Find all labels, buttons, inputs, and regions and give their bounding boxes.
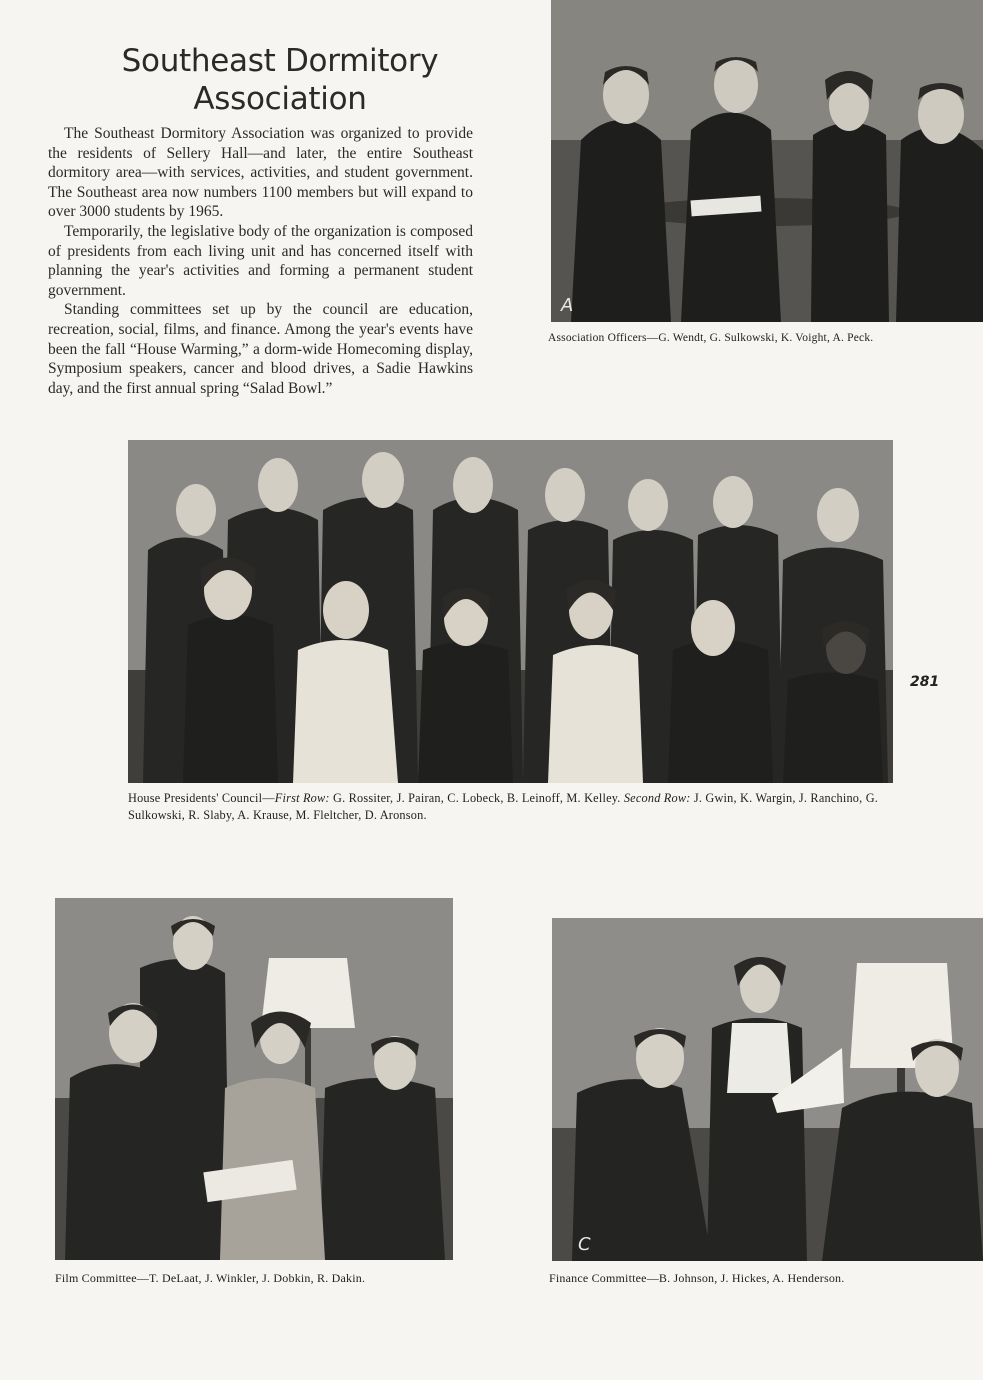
officers-photo — [551, 0, 983, 322]
film-committee-photo — [55, 898, 453, 1260]
paragraph-1: The Southeast Dormitory Association was organized to provide the residents of Sellery Hall—and later, the entire Southeast dormitory area—with services, activities, and student government. The Southeast area now numbers 1100 members but will expand to over 3000 students by 1965. — [48, 125, 473, 221]
page-title — [60, 42, 500, 118]
second-row-names: J. Gwin, K. Wargin, J. Ranchino, G. Sulkowski, R. Slaby, A. Krause, M. Fleltcher, D. Aronson. — [128, 791, 879, 822]
page-number: 281 — [910, 674, 940, 690]
paragraph-3: Standing committees set up by the council are education, recreation, social, films, and finance. Among the year's events have been the fall “House Warming,” a dorm-wide Homecoming display, Symposium speakers, cancer and blood drives, a Sadie Hawkins day, and the first annual spring “Salad Bowl.” — [48, 301, 473, 397]
paragraph-2: Temporarily, the legislative body of the organization is composed of presidents from each living unit and has concerned itself with planning the year's activities and forming a permanent student government. — [48, 222, 473, 299]
film-committee-caption: Film Committee—T. DeLaat, J. Winkler, J. Dobkin, R. Dakin. — [55, 1271, 366, 1285]
title-line-2: Association — [193, 81, 367, 117]
first-row-label: First Row: — [274, 791, 330, 805]
article-body — [48, 124, 473, 398]
first-row-names: G. Rossiter, J. Pairan, C. Lobeck, B. Leinoff, M. Kelley. — [329, 791, 624, 805]
finance-committee-photo — [552, 918, 983, 1261]
officers-caption: Association Officers—G. Wendt, G. Sulkowski, K. Voight, A. Peck. — [548, 332, 874, 344]
council-caption — [128, 790, 898, 824]
photo-marker-a: A — [561, 295, 574, 316]
title-line-1: Southeast Dormitory — [121, 43, 439, 79]
second-row-label: Second Row: — [623, 791, 691, 805]
photo-marker-c: C — [578, 1234, 591, 1255]
council-photo — [128, 440, 893, 783]
council-caption-lead: House Presidents' Council— — [128, 791, 275, 805]
finance-committee-caption: Finance Committee—B. Johnson, J. Hickes, A. Henderson. — [549, 1271, 845, 1285]
